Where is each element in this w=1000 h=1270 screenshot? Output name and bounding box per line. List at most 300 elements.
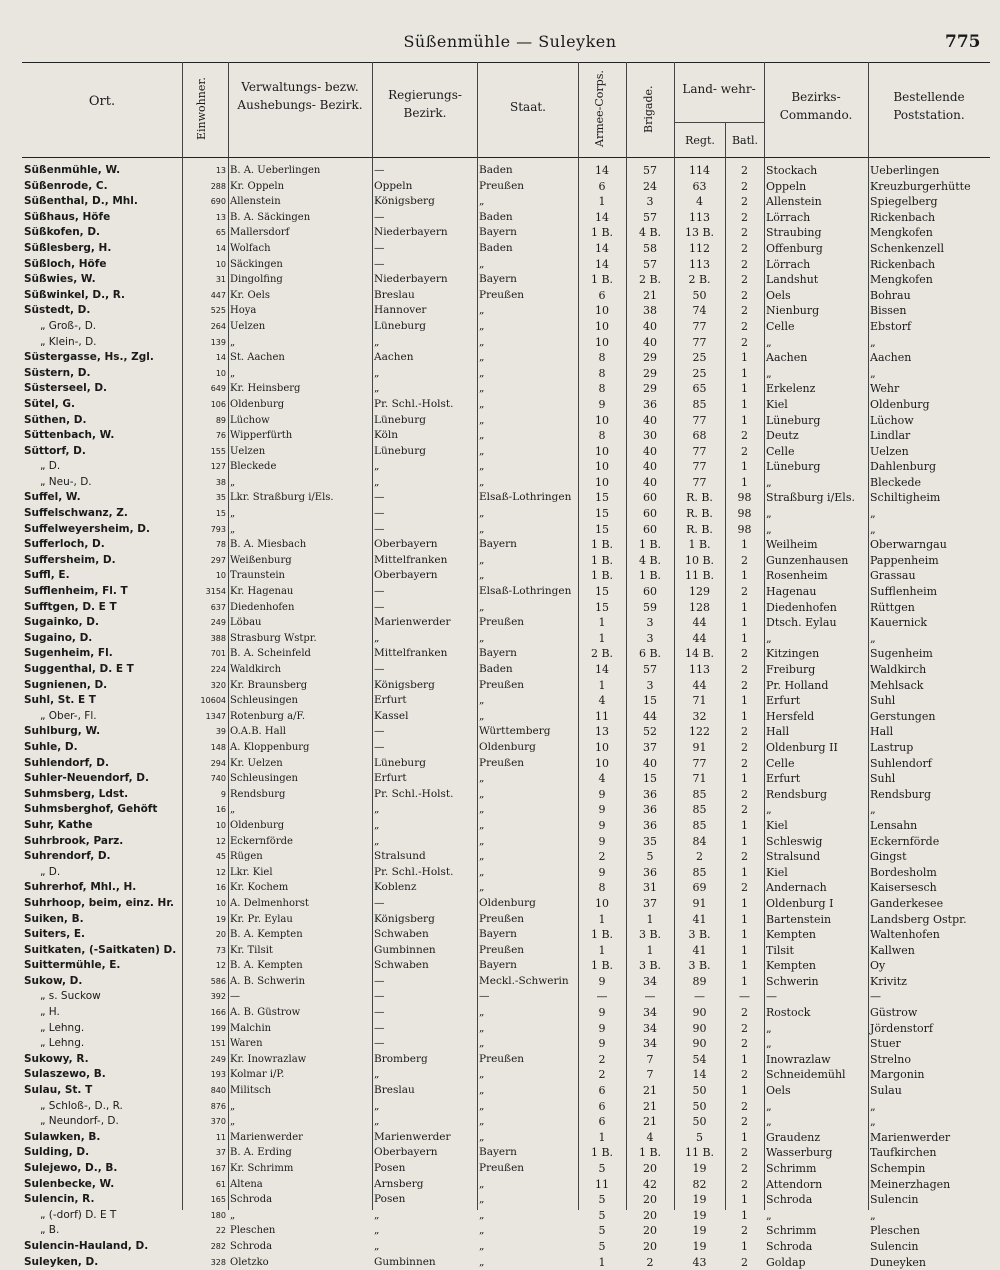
cell-landwehr-battalion: 2	[741, 429, 748, 443]
cell-landwehr-battalion: —	[739, 990, 750, 1004]
cell-state: „	[479, 507, 485, 520]
cell-inhabitants: 16	[215, 883, 226, 893]
cell-post-station: „	[870, 335, 876, 349]
cell-army-corps: 6	[598, 179, 606, 193]
cell-government-district: Königsberg	[374, 678, 435, 691]
cell-inhabitants: 249	[210, 618, 226, 628]
cell-landwehr-regiment: 128	[689, 600, 710, 614]
cell-landwehr-battalion: 1	[741, 413, 748, 427]
cell-admin-district: A. Delmenhorst	[230, 897, 309, 909]
table-row	[22, 584, 987, 600]
cell-state: „	[479, 834, 485, 847]
cell-landwehr-regiment: 74	[692, 304, 707, 318]
cell-post-station: „	[870, 631, 876, 645]
cell-district-command: Tilsit	[766, 943, 794, 957]
cell-landwehr-regiment: 19	[692, 1193, 707, 1207]
cell-army-corps: 4	[598, 694, 606, 708]
cell-post-station: Sufflenheim	[870, 585, 938, 599]
cell-inhabitants: 155	[210, 446, 226, 456]
cell-army-corps: 11	[595, 709, 609, 723]
cell-district-command: Erkelenz	[766, 382, 816, 396]
cell-landwehr-battalion: 2	[741, 1115, 748, 1129]
cell-admin-district: Marienwerder	[230, 1131, 303, 1143]
cell-army-corps: 1 B.	[590, 553, 614, 567]
cell-district-command: Oldenburg I	[766, 896, 834, 910]
cell-district-command: Kempten	[766, 928, 816, 942]
cell-district-command: Straßburg i/Els.	[766, 491, 855, 505]
table-row	[22, 1192, 987, 1208]
cell-landwehr-regiment: 85	[692, 865, 707, 879]
cell-post-station: Oberwarngau	[870, 538, 947, 552]
cell-government-district: —	[374, 974, 385, 987]
cell-state: „	[479, 1239, 485, 1252]
cell-inhabitants: 14	[215, 353, 226, 363]
col-header-ort: Ort.	[88, 94, 116, 109]
cell-place-name: Süstern, D.	[24, 366, 91, 379]
cell-place-name: Süßkofen, D.	[24, 226, 101, 239]
table-row	[22, 225, 987, 241]
cell-place-name: „ Lehng.	[40, 1021, 85, 1034]
cell-district-command: Attendorn	[766, 1177, 823, 1191]
cell-army-corps: 10	[595, 413, 609, 427]
cell-inhabitants: 249	[210, 1054, 226, 1064]
table-row	[22, 1036, 987, 1052]
cell-army-corps: 1	[598, 678, 606, 692]
cell-government-district: „	[374, 834, 380, 847]
cell-district-command: Lörrach	[766, 210, 811, 224]
cell-admin-district: „	[230, 1116, 236, 1128]
cell-government-district: —	[374, 210, 385, 223]
cell-brigade: 15	[643, 772, 657, 786]
cell-government-district: „	[374, 1224, 380, 1237]
cell-brigade: 29	[643, 351, 657, 365]
cell-army-corps: 9	[598, 834, 606, 848]
cell-state: „	[479, 1068, 485, 1081]
table-row	[22, 522, 987, 538]
cell-admin-district: Waren	[230, 1038, 263, 1050]
cell-brigade: 3	[646, 195, 654, 209]
cell-brigade: 1 B.	[638, 1146, 662, 1160]
cell-district-command: Schroda	[766, 1239, 813, 1253]
cell-army-corps: 1	[598, 616, 606, 630]
cell-inhabitants: 1347	[205, 711, 226, 721]
cell-army-corps: 6	[598, 1084, 606, 1098]
cell-inhabitants: 447	[210, 290, 226, 300]
cell-army-corps: 1 B.	[590, 538, 614, 552]
cell-place-name: „ D.	[40, 460, 61, 473]
cell-landwehr-battalion: 2	[741, 585, 748, 599]
cell-state: „	[479, 382, 485, 395]
cell-government-district: Lüneburg	[374, 756, 426, 769]
col-header-armeekorps: Armee-Corps.	[593, 70, 606, 148]
cell-inhabitants: 224	[210, 665, 226, 674]
cell-admin-district: Rotenburg a/F.	[230, 710, 306, 722]
cell-government-district: Schwaben	[374, 959, 429, 972]
cell-landwehr-regiment: 113	[689, 663, 710, 676]
cell-landwehr-regiment: 50	[692, 1084, 707, 1098]
cell-admin-district: Lkr. Straßburg i/Els.	[230, 492, 334, 504]
cell-district-command: „	[766, 631, 772, 645]
cell-district-command: „	[766, 1021, 772, 1035]
cell-place-name: Süßwinkel, D., R.	[24, 288, 126, 301]
page-header	[0, 32, 1000, 56]
cell-post-station: Waldkirch	[870, 663, 927, 676]
cell-state: „	[479, 694, 485, 707]
cell-district-command: Schleswig	[766, 834, 823, 848]
cell-state: „	[479, 1224, 485, 1237]
cell-government-district: Kassel	[374, 709, 409, 722]
cell-place-name: Suhrbrook, Parz.	[24, 834, 124, 847]
cell-government-district: Lüneburg	[374, 319, 426, 332]
cell-post-station: Mengkofen	[870, 273, 933, 287]
cell-landwehr-regiment: R. B.	[686, 491, 713, 505]
table-row	[22, 257, 987, 273]
cell-place-name: Sukowy, R.	[24, 1052, 89, 1065]
cell-landwehr-battalion: 2	[741, 1021, 748, 1035]
cell-admin-district: Kr. Uelzen	[230, 757, 283, 769]
cell-admin-district: Säckingen	[230, 258, 283, 270]
cell-inhabitants: 10604	[200, 696, 226, 706]
cell-admin-district: Kr. Hagenau	[230, 586, 294, 598]
cell-place-name: Suffl, E.	[24, 569, 70, 582]
cell-post-station: Lindlar	[870, 429, 911, 443]
cell-place-name: Suhr, Kathe	[24, 818, 93, 831]
cell-district-command: Schroda	[766, 1193, 813, 1207]
table-row	[22, 1223, 987, 1239]
cell-government-district: Oppeln	[374, 179, 413, 192]
cell-government-district: Oberbayern	[374, 1146, 438, 1159]
table-row	[22, 849, 987, 865]
cell-landwehr-regiment: 113	[689, 257, 710, 271]
cell-landwehr-battalion: 1	[741, 1084, 748, 1098]
cell-place-name: Sugnienen, D.	[24, 678, 108, 691]
cell-brigade: 20	[643, 1208, 657, 1222]
cell-landwehr-regiment: 77	[692, 756, 707, 770]
cell-post-station: Mengkofen	[870, 226, 933, 240]
cell-landwehr-regiment: 54	[692, 1052, 707, 1066]
cell-post-station: Taufkirchen	[870, 1146, 937, 1160]
table-row	[22, 303, 987, 319]
cell-landwehr-battalion: 1	[741, 1193, 748, 1207]
cell-admin-district: B. A. Kempten	[230, 929, 303, 941]
cell-post-station: Margonin	[870, 1068, 925, 1082]
cell-post-station: „	[870, 366, 876, 380]
cell-admin-district: „	[230, 367, 236, 379]
cell-landwehr-regiment: 85	[692, 818, 707, 832]
cell-landwehr-regiment: 65	[692, 382, 707, 396]
cell-inhabitants: 45	[215, 852, 226, 862]
cell-state: Preußen	[479, 943, 525, 956]
cell-district-command: Andernach	[766, 881, 827, 895]
cell-army-corps: 10	[595, 304, 609, 318]
cell-brigade: 3	[646, 678, 654, 692]
cell-admin-district: B. A. Miesbach	[230, 539, 307, 551]
cell-landwehr-battalion: 1	[741, 1052, 748, 1066]
cell-landwehr-regiment: 77	[692, 475, 707, 489]
cell-army-corps: 9	[598, 787, 606, 801]
cell-inhabitants: 876	[210, 1101, 226, 1111]
cell-brigade: 21	[643, 288, 657, 302]
table-row	[22, 537, 987, 553]
table-row	[22, 475, 987, 491]
cell-district-command: Schrimm	[766, 1162, 817, 1175]
cell-army-corps: 2	[598, 1052, 606, 1066]
table-row	[22, 1083, 987, 1099]
cell-landwehr-regiment: 44	[692, 616, 707, 630]
cell-place-name: Suleyken, D.	[24, 1255, 99, 1268]
cell-government-district: —	[374, 725, 385, 738]
cell-army-corps: 4	[598, 772, 606, 786]
cell-landwehr-battalion: 2	[741, 444, 748, 458]
cell-state: „	[479, 709, 485, 722]
table-body	[22, 163, 987, 1270]
cell-landwehr-battalion: 2	[741, 1068, 748, 1082]
cell-admin-district: Wipperfürth	[230, 430, 293, 442]
cell-brigade: 57	[643, 257, 657, 271]
cell-state: „	[479, 195, 485, 208]
cell-state: „	[479, 803, 485, 816]
cell-army-corps: 2	[598, 1068, 606, 1082]
cell-government-district: „	[374, 818, 380, 831]
cell-district-command: Aachen	[766, 351, 808, 365]
cell-district-command: „	[766, 1115, 772, 1129]
cell-army-corps: 1 B.	[590, 273, 614, 287]
cell-army-corps: 5	[598, 1193, 606, 1207]
cell-post-station: Lastrup	[870, 740, 914, 754]
cell-admin-district: Weißenburg	[230, 554, 292, 566]
cell-inhabitants: 180	[210, 1210, 226, 1220]
table-row	[22, 834, 987, 850]
cell-place-name: Suiters, E.	[24, 928, 86, 941]
cell-landwehr-regiment: 3 B.	[688, 959, 711, 973]
cell-government-district: Gumbinnen	[374, 1255, 436, 1268]
cell-landwehr-battalion: 1	[741, 865, 748, 879]
cell-government-district: Mittelfranken	[374, 553, 448, 566]
table-row	[22, 1067, 987, 1083]
cell-admin-district: A. B. Güstrow	[230, 1007, 301, 1019]
cell-district-command: Nienburg	[766, 304, 820, 318]
cell-admin-district: Kr. Pr. Eylau	[230, 913, 293, 925]
cell-army-corps: 1	[598, 631, 606, 645]
cell-landwehr-regiment: 89	[692, 974, 707, 988]
cell-brigade: 24	[643, 179, 657, 193]
cell-place-name: Sugainko, D.	[24, 616, 99, 629]
cell-landwehr-battalion: 2	[741, 1146, 748, 1160]
cell-state: Preußen	[479, 179, 525, 192]
cell-admin-district: Kr. Kochem	[230, 882, 289, 894]
cell-state: „	[479, 600, 485, 613]
cell-post-station: Strelno	[870, 1052, 911, 1066]
cell-state: Bayern	[479, 226, 517, 239]
cell-admin-district: B. A. Kempten	[230, 960, 303, 972]
cell-brigade: 2 B.	[638, 273, 662, 287]
cell-inhabitants: 649	[210, 384, 226, 394]
cell-district-command: „	[766, 522, 772, 536]
cell-brigade: 6 B.	[638, 647, 662, 661]
cell-state: „	[479, 1255, 485, 1268]
cell-landwehr-regiment: 10 B.	[684, 553, 715, 567]
cell-place-name: Sufflenheim, Fl. T	[24, 585, 128, 598]
cell-inhabitants: 15	[215, 509, 226, 519]
table-row	[22, 943, 987, 959]
cell-inhabitants: 19	[215, 914, 226, 924]
cell-inhabitants: 10	[215, 259, 226, 269]
cell-district-command: „	[766, 1208, 772, 1222]
cell-place-name: „ D.	[40, 865, 61, 878]
cell-brigade: 60	[643, 522, 657, 536]
cell-admin-district: Diedenhofen	[230, 601, 295, 613]
cell-state: „	[479, 475, 485, 488]
cell-landwehr-battalion: 1	[741, 460, 748, 474]
cell-landwehr-battalion: 1	[741, 1208, 748, 1222]
cell-army-corps: 10	[595, 756, 609, 770]
cell-landwehr-regiment: 122	[689, 725, 710, 739]
cell-inhabitants: 13	[215, 166, 226, 175]
cell-admin-district: Militsch	[230, 1085, 272, 1097]
cell-post-station: Grassau	[870, 569, 916, 583]
cell-inhabitants: 167	[210, 1164, 226, 1173]
cell-district-command: Schwerin	[766, 974, 819, 988]
cell-brigade: 15	[643, 694, 657, 708]
cell-landwehr-battalion: 1	[741, 475, 748, 489]
cell-landwehr-regiment: 85	[692, 397, 707, 411]
table-row	[22, 771, 987, 787]
cell-state: Bayern	[479, 928, 517, 941]
cell-landwehr-battalion: 2	[741, 850, 748, 864]
cell-landwehr-regiment: 11 B.	[684, 569, 715, 583]
cell-brigade: 21	[643, 1084, 657, 1098]
table-row	[22, 678, 987, 694]
header-bottom-rule	[22, 157, 990, 158]
table-row	[22, 459, 987, 475]
cell-place-name: Süttorf, D.	[24, 444, 86, 457]
cell-brigade: 4	[646, 1130, 654, 1144]
cell-admin-district: Kr. Braunsberg	[230, 679, 308, 691]
cell-post-station: Uelzen	[870, 444, 909, 458]
table-row	[22, 756, 987, 772]
cell-admin-district: Kr. Oels	[230, 289, 270, 301]
cell-district-command: Schrimm	[766, 1224, 817, 1238]
cell-post-station: Sulencin	[870, 1193, 919, 1207]
cell-brigade: 3	[646, 631, 654, 645]
cell-landwehr-battalion: 2	[741, 179, 748, 193]
cell-post-station: Lensahn	[870, 818, 918, 832]
cell-army-corps: 1	[598, 1255, 606, 1269]
cell-government-district: Oberbayern	[374, 569, 438, 582]
cell-district-command: Deutz	[766, 429, 799, 443]
cell-place-name: Suffelschwanz, Z.	[24, 507, 128, 520]
cell-landwehr-regiment: R. B.	[686, 507, 713, 521]
cell-brigade: 40	[643, 756, 657, 770]
cell-landwehr-regiment: 82	[692, 1177, 707, 1191]
cell-landwehr-battalion: 1	[741, 896, 748, 910]
cell-place-name: Suiken, B.	[24, 912, 84, 925]
cell-government-district: —	[374, 491, 385, 504]
cell-admin-district: Wolfach	[230, 242, 271, 254]
cell-district-command: Kempten	[766, 959, 816, 973]
cell-district-command: „	[766, 1037, 772, 1051]
cell-district-command: Bartenstein	[766, 912, 832, 926]
cell-post-station: Suhl	[870, 694, 896, 708]
cell-landwehr-battalion: 2	[741, 335, 748, 349]
cell-post-station: Krivitz	[870, 974, 907, 988]
table-row	[22, 1099, 987, 1115]
cell-army-corps: 1	[598, 912, 606, 926]
cell-inhabitants: 11	[215, 1132, 226, 1142]
cell-landwehr-battalion: 1	[741, 538, 748, 552]
cell-army-corps: 2 B.	[590, 647, 614, 661]
cell-post-station: Schenkenzell	[870, 241, 944, 255]
cell-landwehr-battalion: 2	[741, 319, 748, 333]
table-row	[22, 631, 987, 647]
cell-inhabitants: 22	[215, 1226, 226, 1236]
cell-place-name: Sulawken, B.	[24, 1130, 101, 1143]
cell-district-command: Rendsburg	[766, 787, 827, 801]
cell-state: Oldenburg	[479, 896, 536, 909]
cell-brigade: 29	[643, 366, 657, 380]
cell-landwehr-battalion: 2	[741, 210, 748, 224]
cell-landwehr-battalion: 2	[741, 725, 748, 739]
cell-place-name: „ Neu-, D.	[40, 475, 92, 488]
cell-army-corps: 6	[598, 288, 606, 302]
table-row	[22, 1208, 987, 1224]
cell-place-name: Süstergasse, Hs., Zgl.	[24, 351, 154, 364]
cell-inhabitants: 89	[215, 415, 226, 425]
cell-post-station: „	[870, 1208, 876, 1222]
cell-government-district: „	[374, 1208, 380, 1221]
cell-district-command: Celle	[766, 756, 795, 770]
cell-landwehr-regiment: 25	[692, 366, 707, 380]
cell-government-district: Posen	[374, 1193, 406, 1206]
cell-government-district: Aachen	[374, 351, 414, 364]
cell-army-corps: 15	[595, 600, 609, 614]
cell-district-command: Stockach	[766, 164, 818, 177]
cell-place-name: „ B.	[40, 1224, 60, 1237]
cell-army-corps: 2	[598, 850, 606, 864]
cell-inhabitants: 840	[210, 1086, 226, 1096]
cell-district-command: Erfurt	[766, 694, 801, 708]
cell-government-district: „	[374, 1099, 380, 1112]
cell-landwehr-regiment: 68	[692, 429, 707, 443]
cell-admin-district: Traunstein	[230, 570, 285, 582]
cell-state: „	[479, 335, 485, 348]
cell-government-district: Koblenz	[374, 881, 417, 894]
cell-place-name: Suhrhoop, beim, einz. Hr.	[24, 896, 174, 909]
cell-state: „	[479, 787, 485, 800]
cell-place-name: Süßloch, Höfe	[24, 257, 107, 270]
cell-landwehr-battalion: 1	[741, 818, 748, 832]
cell-brigade: 36	[643, 818, 657, 832]
cell-place-name: Süsterseel, D.	[24, 382, 108, 395]
cell-place-name: Sufftgen, D. E T	[24, 600, 117, 613]
cell-inhabitants: 20	[215, 930, 226, 940]
cell-post-station: Aachen	[870, 351, 912, 365]
cell-inhabitants: 12	[215, 961, 226, 971]
cell-government-district: Niederbayern	[374, 273, 448, 286]
cell-place-name: Süttenbach, W.	[24, 429, 115, 442]
cell-landwehr-regiment: 13 B.	[684, 226, 715, 240]
cell-district-command: Landshut	[766, 273, 819, 287]
cell-post-station: Dahlenburg	[870, 460, 936, 474]
cell-government-district: —	[374, 740, 385, 753]
cell-army-corps: 9	[598, 803, 606, 817]
cell-place-name: Suhrerhof, Mhl., H.	[24, 881, 137, 894]
cell-brigade: 34	[643, 1021, 657, 1035]
cell-government-district: „	[374, 631, 380, 644]
cell-state: „	[479, 429, 485, 442]
cell-brigade: 29	[643, 382, 657, 396]
cell-admin-district: Lkr. Kiel	[230, 866, 273, 878]
